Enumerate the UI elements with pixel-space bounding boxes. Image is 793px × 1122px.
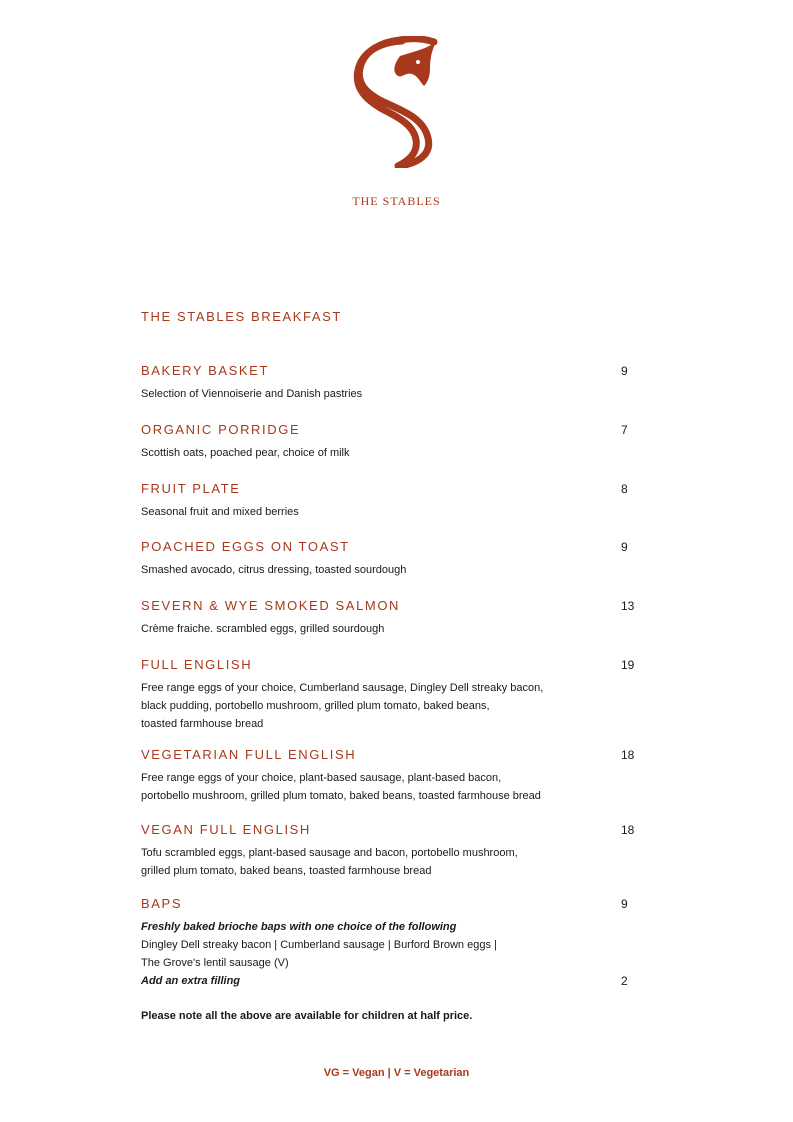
item-price: 19 [621,658,635,672]
item-name: ORGANIC PORRIDGE [141,422,301,437]
description-line: Scottish oats, poached pear, choice of milk [141,447,350,459]
item-description [141,503,641,521]
item-price: 18 [621,748,635,762]
menu-item-baps [141,896,641,990]
baps-intro: Freshly baked brioche baps with one choice of the following [141,921,457,933]
menu-item-vegetarian-full-english [141,747,641,805]
menu-item-organic-porridge [141,422,641,462]
description-line: toasted farmhouse bread [141,718,264,730]
item-description [141,918,641,990]
menu-item-vegan-full-english [141,822,641,880]
item-price: 8 [621,482,628,496]
menu-title: THE STABLES BREAKFAST [141,309,342,324]
item-price: 18 [621,823,635,837]
menu-item-fruit-plate [141,481,641,521]
item-name: VEGETARIAN FULL ENGLISH [141,747,357,762]
description-line: black pudding, portobello mushroom, grilled plum tomato, baked beans, [141,700,490,712]
description-line: portobello mushroom, grilled plum tomato, baked beans, toasted farmhouse bread [141,790,541,802]
description-line: Smashed avocado, citrus dressing, toasted sourdough [141,564,407,576]
item-description [141,769,641,805]
description-line: grilled plum tomato, baked beans, toasted farmhouse bread [141,865,432,877]
horse-head-s-logo-icon [352,36,442,168]
description-line: The Grove's lentil sausage (V) [141,957,289,969]
item-price: 9 [621,897,628,911]
extra-filling-row [141,972,641,990]
item-price: 13 [621,599,635,613]
menu-item-smoked-salmon [141,598,641,638]
description-line: Seasonal fruit and mixed berries [141,506,299,518]
item-name: BAKERY BASKET [141,363,269,378]
brand-name: THE STABLES [352,194,441,208]
item-price: 9 [621,364,628,378]
menu-item-bakery-basket [141,363,641,403]
item-description [141,385,641,403]
description-line: Dingley Dell streaky bacon | Cumberland sausage | Burford Brown eggs | [141,939,497,951]
item-name: FULL ENGLISH [141,657,253,672]
description-line: Tofu scrambled eggs, plant-based sausage and bacon, portobello mushroom, [141,847,518,859]
item-description [141,844,641,880]
description-line: Free range eggs of your choice, Cumberland sausage, Dingley Dell streaky bacon, [141,682,544,694]
extra-filling-label: Add an extra filling [141,975,241,987]
item-price: 9 [621,540,628,554]
item-name: FRUIT PLATE [141,481,241,496]
item-description [141,444,641,462]
item-name: BAPS [141,896,183,911]
item-description [141,561,641,579]
item-name: POACHED EGGS ON TOAST [141,539,350,554]
description-line: Crème fraiche. scrambled eggs, grilled sourdough [141,623,385,635]
item-description [141,679,641,733]
item-description [141,620,641,638]
children-price-note: Please note all the above are available for children at half price. [141,1010,473,1022]
dietary-legend: VG = Vegan | V = Vegetarian [323,1067,470,1079]
menu-item-full-english [141,657,641,733]
item-name: SEVERN & WYE SMOKED SALMON [141,598,401,613]
description-line: Free range eggs of your choice, plant-based sausage, plant-based bacon, [141,772,502,784]
item-name: VEGAN FULL ENGLISH [141,822,311,837]
item-price: 7 [621,423,628,437]
description-line: Selection of Viennoiserie and Danish pastries [141,388,363,400]
extra-filling-price: 2 [621,974,628,988]
menu-item-poached-eggs [141,539,641,579]
